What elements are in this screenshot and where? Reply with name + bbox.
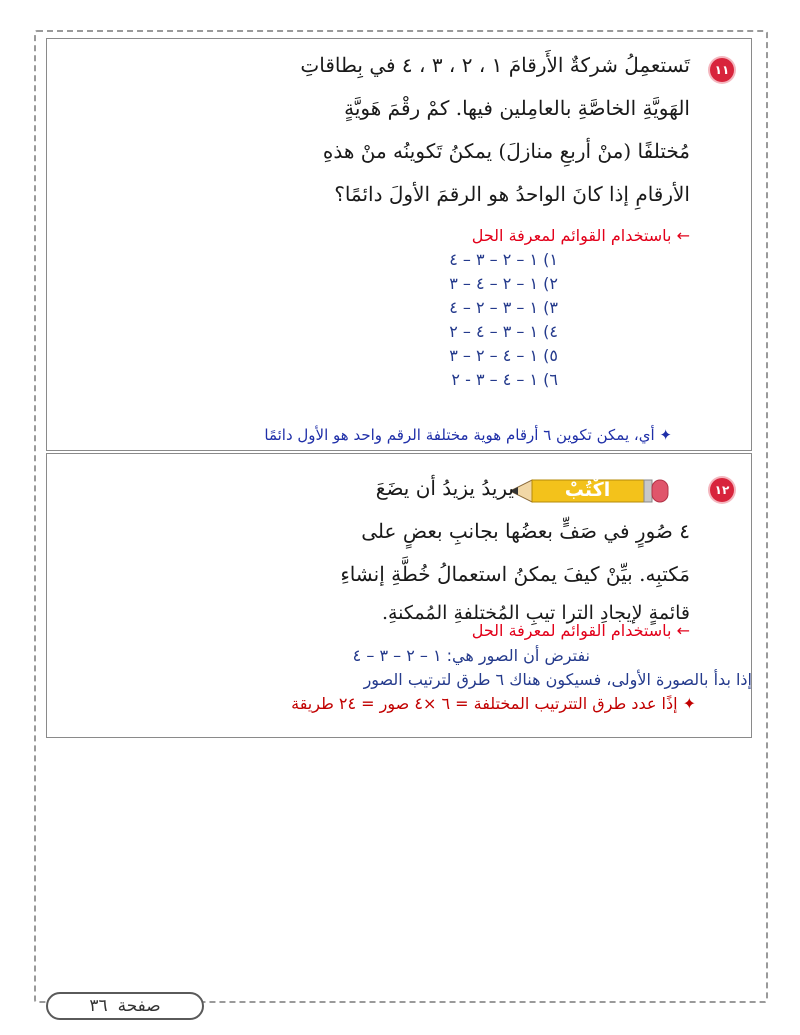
pencil-label: اكْتُبْ: [564, 479, 611, 501]
q11-text-line-3: مُختلفًا (منْ أربعِ منازلَ) يمكنُ تَكوينُه منْ هذهِ: [322, 139, 690, 163]
q11-text-line-4: الأرقامِ إذا كانَ الواحدُ هو الرقمَ الأولَ دائمًا؟: [334, 182, 690, 206]
q12-text-line-1: يريدُ يزيدُ أن يضَعَ: [375, 476, 514, 500]
q12-conclusion: ✦ إذًا عدد طرق التترتيب المختلفة = ٦ ×٤ صور = ٢٤ طريقة: [291, 694, 696, 713]
q11-list-item: ٢) ١ – ٢ – ٤ – ٣: [449, 274, 558, 293]
q11-list-item: ٦) ١ – ٤ – ٣ - ٢: [451, 370, 558, 389]
q12-assumption: نفترض أن الصور هي: ١ – ٢ – ٣ – ٤: [352, 646, 590, 665]
question-12-number: ١٢: [710, 478, 734, 502]
page-number: ٣٦: [89, 996, 108, 1016]
q11-list-item: ٥) ١ – ٤ – ٢ – ٣: [449, 346, 558, 365]
q11-text-line-2: الهَويَّةِ الخاصَّةِ بالعامِلين فيها. كمْ رقْمَ هَويَّةٍ: [344, 96, 690, 120]
q11-list-item: ١) ١ – ٢ – ٣ – ٤: [449, 250, 558, 269]
q11-text-line-1: تَستعمِلُ شركةٌ الأَرقامَ ١ ، ٢ ، ٣ ، ٤ في بِطاقاتِ: [300, 53, 690, 77]
page-label: صفحة: [117, 996, 161, 1016]
page-number-tab: [46, 992, 204, 1020]
q11-method: ← باستخدام القوائم لمعرفة الحل: [471, 226, 690, 245]
q12-start-case: إذا بدأ بالصورة الأولى، فسيكون هناك ٦ طرق لترتيب الصور: [363, 670, 752, 689]
q11-conclusion: ✦ أي، يمكن تكوين ٦ أرقام هوية مختلفة الرقم واحد هو الأول دائمًا: [264, 426, 672, 444]
q12-method: ← باستخدام القوائم لمعرفة الحل: [471, 621, 690, 640]
q11-list-item: ٣) ١ – ٣ – ٢ – ٤: [449, 298, 558, 317]
q12-text-line-4: قائمةٍ لإيجادِ الترا تيبِ المُختلفةِ المُمكنةِ.: [381, 602, 690, 624]
q12-text-line-2: ٤ صُورٍ في صَفٍّ بعضُها بجانبِ بعضٍ على: [361, 519, 690, 543]
q11-list-item: ٤) ١ – ٣ – ٤ – ٢: [449, 322, 558, 341]
question-11-number: ١١: [710, 58, 734, 82]
q12-text-line-3: مَكتبِه. بيِّنْ كيفَ يمكنُ استعمالُ خُطَّةِ إنشاءِ: [340, 562, 690, 586]
